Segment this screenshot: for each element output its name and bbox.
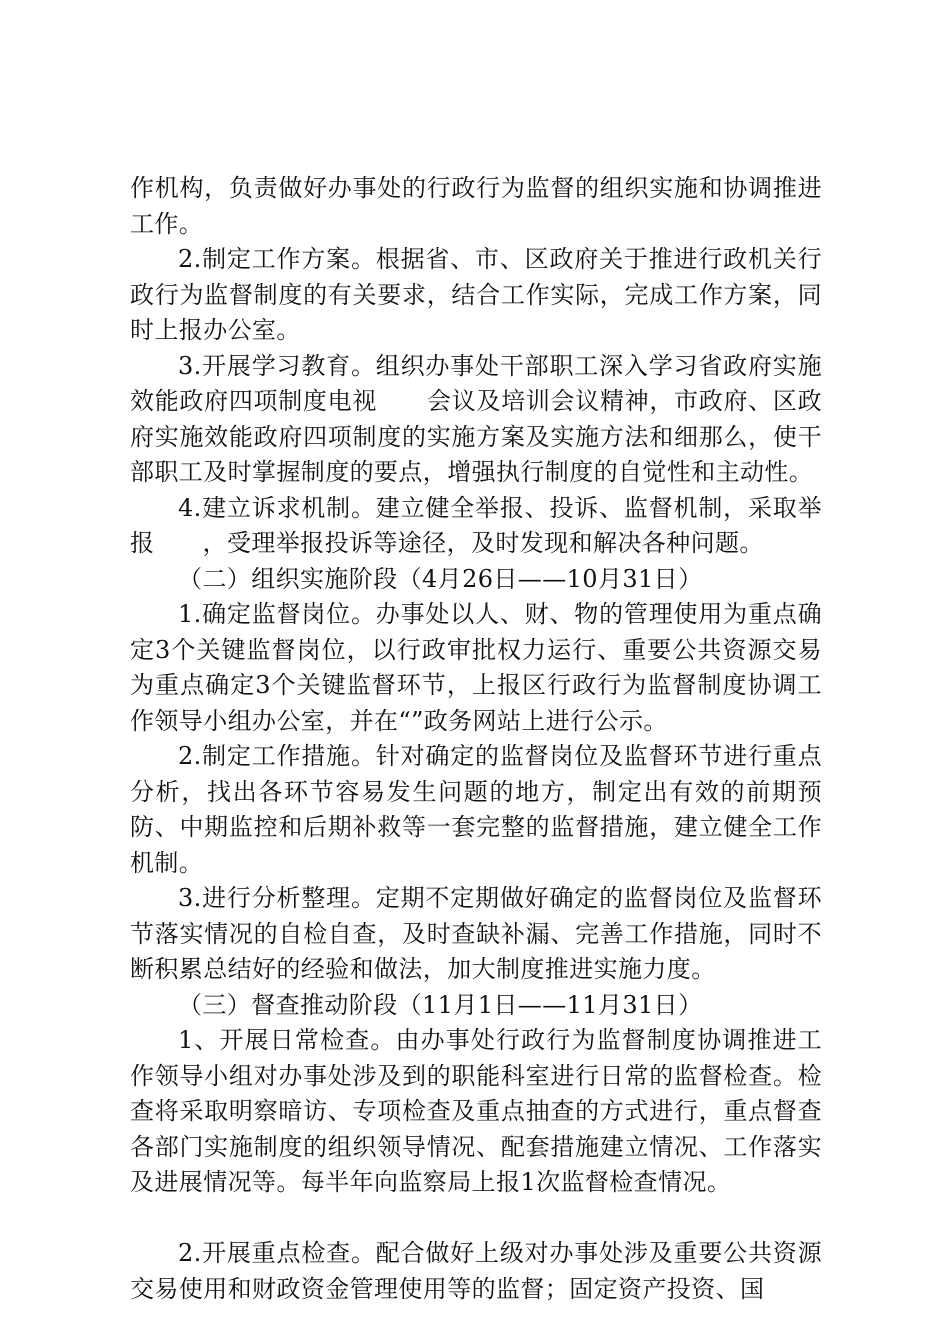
paragraph-item-2-measures: 2.制定工作措施。针对确定的监督岗位及监督环节进行重点分析，找出各环节容易发生问题的地方，制定出有效的前期预防、中期监控和后期补救等一套完整的监督措施，建立健全工作机制。	[130, 742, 822, 877]
document-body	[130, 171, 822, 1307]
paragraph-item-1-positions: 1.确定监督岗位。办事处以人、财、物的管理使用为重点确定3个关键监督岗位，以行政审批权力运行、重要公共资源交易为重点确定3个关键监督环节，上报区行政行为监督制度协调工作领导小组办公室，并在“”政务网站上进行公示。	[130, 600, 822, 735]
stage-heading-inspection: （三）督查推动阶段（11月1日——11月31日）	[178, 990, 703, 1019]
paragraph-item-2-plan: 2.制定工作方案。根据省、市、区政府关于推进行政机关行政行为监督制度的有关要求，结合工作实际，完成工作方案，同时上报办公室。	[130, 245, 822, 344]
paragraph-item-4-mechanism: 4.建立诉求机制。建立健全举报、投诉、监督机制，采取举报 ，受理举报投诉等途径，及时发现和解决各种问题。	[130, 493, 822, 557]
paragraph-item-3-education: 3.开展学习教育。组织办事处干部职工深入学习省政府实施效能政府四项制度电视 会议及培训会议精神，市政府、区政府实施效能政府四项制度的实施方案及实施方法和细那么，使干部职工及时掌握制度的要点，增强执行制度的自觉性和主动性。	[130, 351, 822, 486]
paragraph-continuation: 作机构，负责做好办事处的行政行为监督的组织实施和协调推进工作。	[130, 174, 822, 238]
paragraph-item-2-key-check: 2.开展重点检查。配合做好上级对办事处涉及重要公共资源交易使用和财政资金管理使用等的监督；固定资产投资、国	[130, 1239, 822, 1303]
paragraph-item-3-analysis: 3.进行分析整理。定期不定期做好确定的监督岗位及监督环节落实情况的自检自查，及时查缺补漏、完善工作措施，同时不断积累总结好的经验和做法，加大制度推进实施力度。	[130, 884, 822, 983]
paragraph-item-1-routine-check: 1、开展日常检查。由办事处行政行为监督制度协调推进工作领导小组对办事处涉及到的职能科室进行日常的监督检查。检查将采取明察暗访、专项检查及重点抽查的方式进行，重点督查各部门实施制度的组织领导情况、配套措施建立情况、工作落实及进展情况等。每半年向监察局上报1次监督检查情况。	[130, 1026, 822, 1196]
stage-heading-implementation: （二）组织实施阶段（4月26日——10月31日）	[178, 564, 703, 593]
